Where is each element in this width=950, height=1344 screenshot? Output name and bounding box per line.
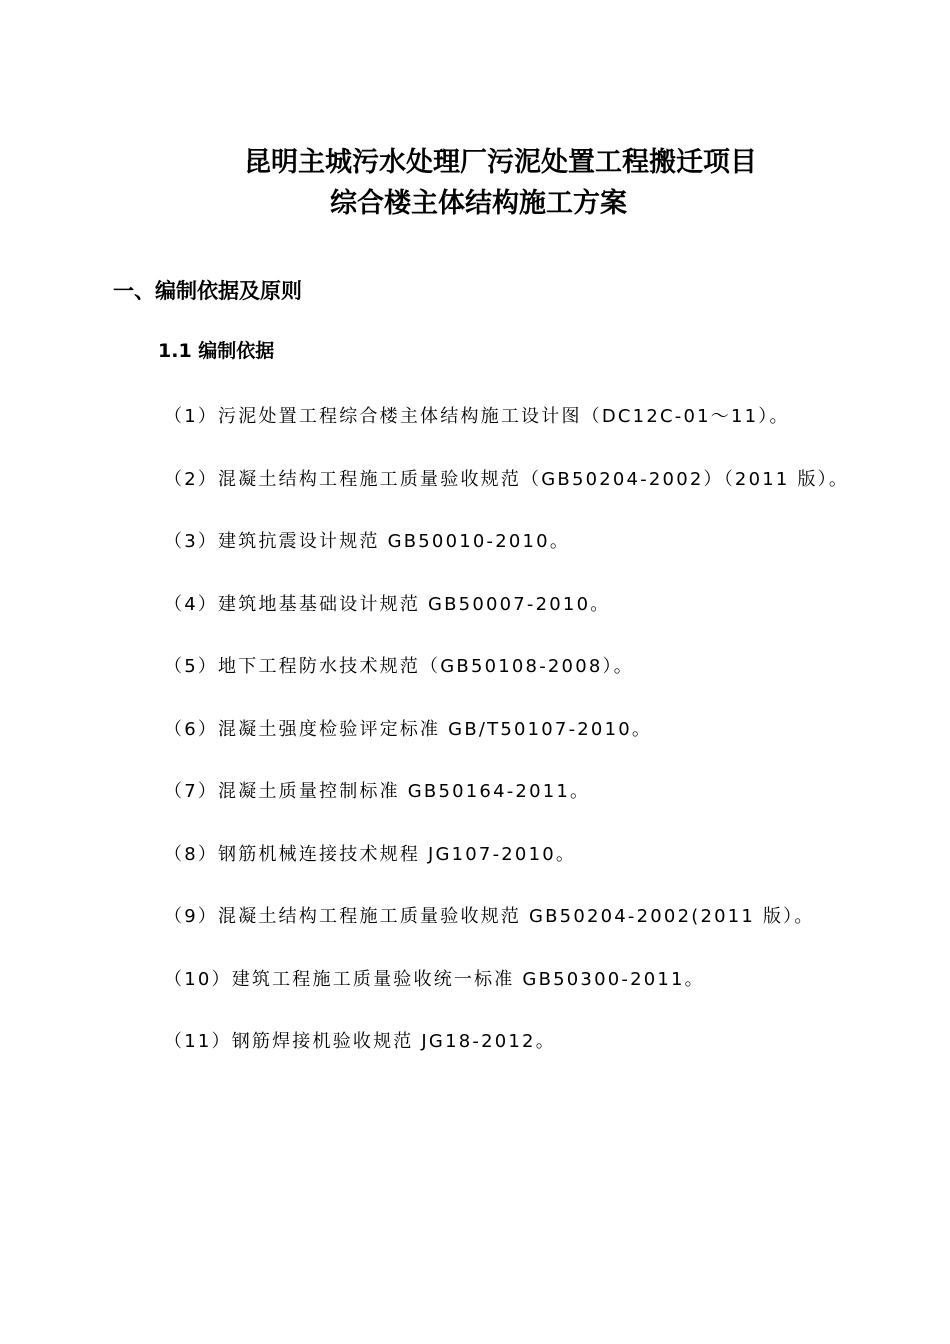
reference-item-11: （11）钢筋焊接机验收规范 JG18-2012。 [164,1031,556,1052]
reference-item-6: （6）混凝土强度检验评定标准 GB/T50107-2010。 [164,718,653,740]
reference-item-8: （8）钢筋机械连接技术规程 JG107-2010。 [164,843,577,865]
reference-item-3: （3）建筑抗震设计规范 GB50010-2010。 [164,531,571,552]
reference-list [164,402,849,1090]
reference-item-9: （9）混凝土结构工程施工质量验收规范 GB50204-2002(2011 版）。 [164,906,815,927]
reference-item-5: （5）地下工程防水技术规范（GB50108-2008）。 [164,656,634,677]
section-heading: 一、编制依据及原则 [113,279,302,303]
reference-item-1: （1）污泥处置工程综合楼主体结构施工设计图（DC12C-01～11）。 [164,406,790,427]
reference-item-2: （2）混凝土结构工程施工质量验收规范（GB50204-2002）（2011 版）。 [164,468,850,490]
sub-heading: 1.1 编制依据 [158,340,275,362]
reference-item-10: （10）建筑工程施工质量验收统一标准 GB50300-2011。 [164,968,705,990]
reference-item-7: （7）混凝土质量控制标准 GB50164-2011。 [164,781,591,802]
document-title-line-1: 昆明主城污水处理厂污泥处置工程搬迁项目 [244,147,757,178]
reference-item-4: （4）建筑地基基础设计规范 GB50007-2010。 [164,593,611,615]
document-title-line-2: 综合楼主体结构施工方案 [330,188,627,219]
